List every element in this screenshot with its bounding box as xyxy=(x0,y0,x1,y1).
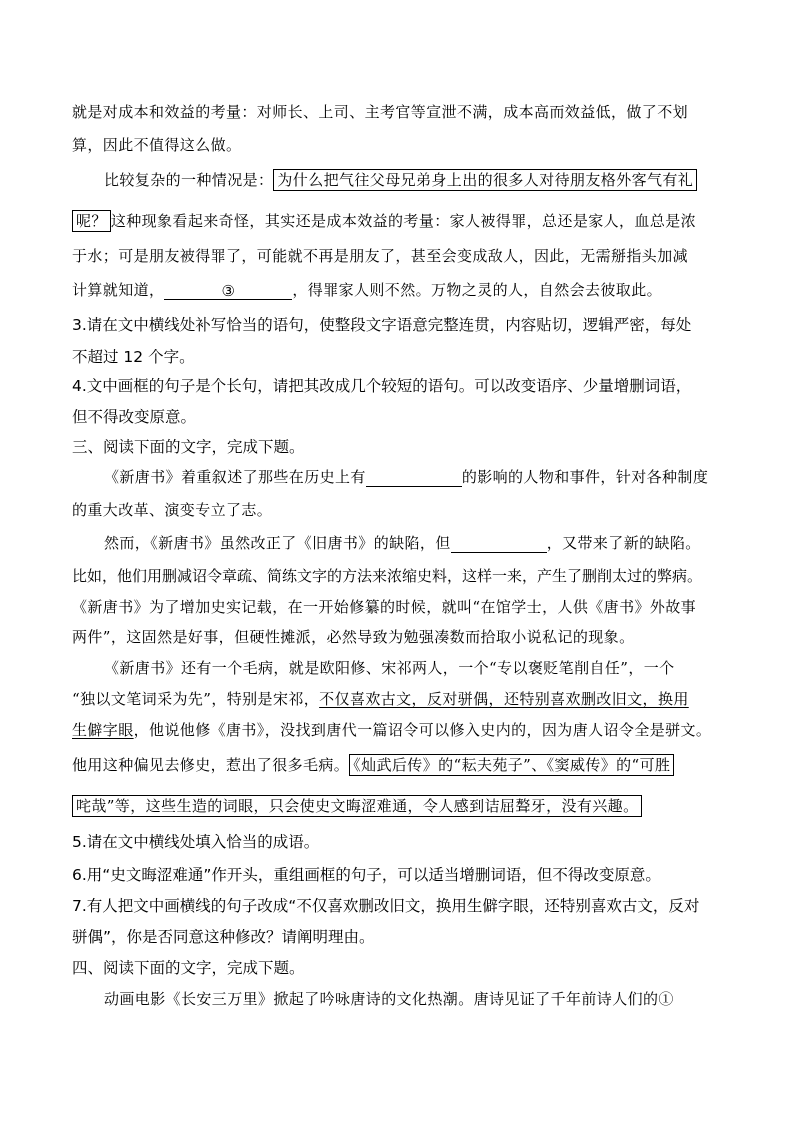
passage-line: 就是对成本和效益的考量：对师长、上司、主考官等宣泄不满，成本高而效益低，做了不划 xyxy=(72,103,689,121)
question-5: 5.请在文中横线处填入恰当的成语。 xyxy=(72,833,320,851)
passage-line: 《新唐书》为了增加史实记载，在一开始修纂的时候，就叫“在馆学士，人供《唐书》外故事 xyxy=(72,598,697,616)
passage-line-boxed xyxy=(72,754,732,775)
passage-line: 于水；可是朋友被得罪了，可能就不再是朋友了，甚至会变成敌人，因此，无需掰指头加减 xyxy=(72,247,689,265)
passage-text: 《新唐书》着重叙述了那些在历史上有 xyxy=(104,468,366,486)
section-3-heading: 三、阅读下面的文字，完成下题。 xyxy=(72,438,305,456)
passage-line-underlined xyxy=(72,719,732,740)
passage-text: “独以文笔词采为先”，特别是宋祁， xyxy=(72,690,320,708)
passage-text: 的影响的人物和事件，针对各种制度 xyxy=(461,468,709,486)
question-7: 7.有人把文中画横线的句子改成“不仅喜欢删改旧文，换用生僻字眼，还特别喜欢古文，反对 xyxy=(72,897,700,915)
underlined-sentence: 生僻字眼 xyxy=(72,721,134,739)
passage-text: 比较复杂的一种情况是： xyxy=(104,171,274,189)
passage-text: ，得罪家人则不然。万物之灵的人，自然会去彼取此。 xyxy=(292,281,663,299)
answer-blank-3: ③ xyxy=(164,282,292,300)
underlined-sentence: 不仅喜欢古文，反对骈偶，还特别喜欢删改旧文，换用 xyxy=(319,690,689,708)
framed-sentence: 《灿武后传》的“耘夫苑子”、《窦威传》的“可胜 xyxy=(349,754,674,776)
passage-line: 《新唐书》还有一个毛病，就是欧阳修、宋祁两人，一个“专以褒贬笔削自任”，一个 xyxy=(104,659,675,677)
question-4-cont: 但不得改变原意。 xyxy=(72,408,197,426)
passage-line: 的重大改革、演变专立了志。 xyxy=(72,501,273,519)
passage-text: ，他说他修《唐书》，没找到唐代一篇诏令可以修入史内的，因为唐人诏令全是骈文。 xyxy=(133,721,712,739)
section-4-heading: 四、阅读下面的文字，完成下题。 xyxy=(72,959,305,977)
passage-text: ，又带来了新的缺陷。 xyxy=(546,534,701,552)
passage-line xyxy=(104,532,732,553)
passage-line: 动画电影《长安三万里》掀起了吟咏唐诗的文化热潮。唐诗见证了千年前诗人们的① xyxy=(104,990,674,1008)
passage-line-boxed xyxy=(104,169,732,190)
passage-line xyxy=(72,279,732,300)
passage-line-underlined xyxy=(72,688,732,709)
passage-text: 这种现象看起来奇怪，其实还是成本效益的考量：家人被得罪，总还是家人，血总是浓 xyxy=(110,212,697,230)
passage-line: 比如，他们用删减诏令章疏、简练文字的方法来浓缩史料，这样一来，产生了删削太过的弊病。 xyxy=(72,567,703,585)
framed-sentence: 咤哉”等，这些生造的词眼，只会使史文晦涩难通，令人感到诘屈聱牙，没有兴趣。 xyxy=(72,795,642,817)
passage-line: 算，因此不值得这么做。 xyxy=(72,136,242,154)
passage-text: 然而，《新唐书》虽然改正了《旧唐书》的缺陷，但 xyxy=(104,534,451,552)
question-4: 4.文中画框的句子是个长句，请把其改成几个较短的语句。可以改变语序、少量增删词语， xyxy=(72,377,692,395)
question-3-cont: 不超过 12 个字。 xyxy=(72,348,195,366)
passage-text: 计算就知道， xyxy=(72,281,165,299)
passage-line-boxed xyxy=(72,210,732,231)
passage-line xyxy=(104,466,732,487)
question-7-cont: 骈偶”，你是否同意这种修改？请阐明理由。 xyxy=(72,928,375,946)
answer-blank xyxy=(451,535,547,553)
framed-sentence: 呢？ xyxy=(72,210,111,232)
question-6: 6.用“史文晦涩难通”作开头，重组画框的句子，可以适当增删词语，但不得改变原意。 xyxy=(72,866,661,884)
framed-sentence: 为什么把气往父母兄弟身上出的很多人对待朋友格外客气有礼 xyxy=(273,169,697,191)
passage-text: 他用这种偏见去修史，惹出了很多毛病。 xyxy=(72,756,350,774)
question-3: 3.请在文中横线处补写恰当的语句，使整段文字语意完整连贯，内容贴切，逻辑严密，每处 xyxy=(72,316,692,334)
passage-line: 两件”，这固然是好事，但硬性摊派，必然导致为勉强凑数而拾取小说私记的现象。 xyxy=(72,628,635,646)
passage-line-boxed xyxy=(72,795,732,816)
answer-blank xyxy=(366,469,462,487)
